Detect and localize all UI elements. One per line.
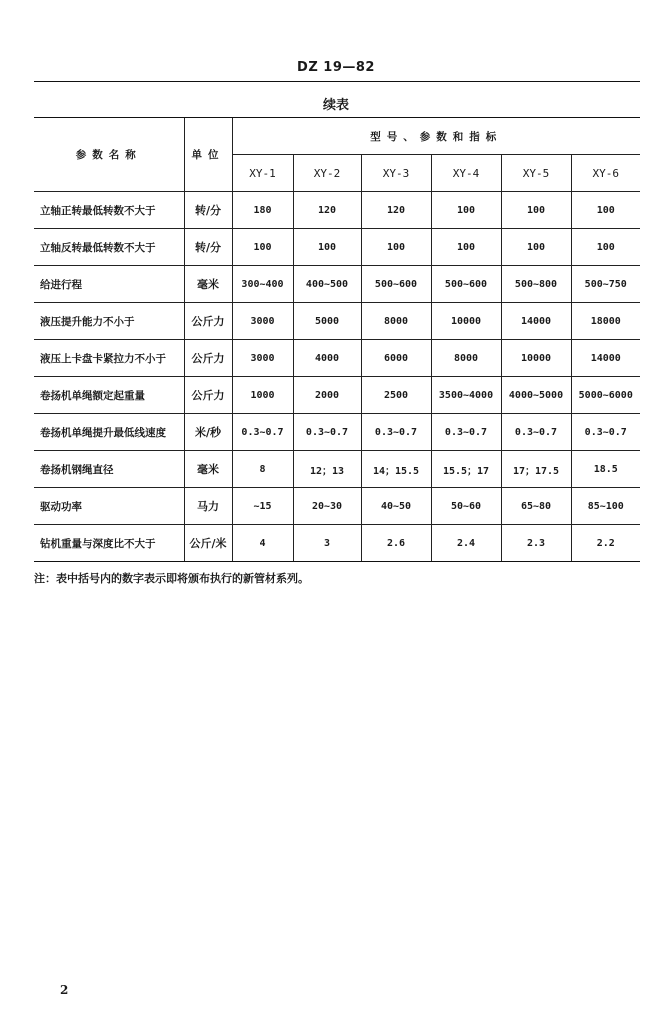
value-cell: 14000 xyxy=(501,303,571,340)
table-row xyxy=(34,377,640,414)
param-name-cell: 立轴反转最低转数不大于 xyxy=(34,229,184,266)
parameter-table xyxy=(34,118,640,562)
value-cell: 2500 xyxy=(361,377,431,414)
unit-cell: 公斤力 xyxy=(184,303,232,340)
value-cell: 2.4 xyxy=(431,525,501,562)
value-cell: 50~60 xyxy=(431,488,501,525)
model-group-header: 型号、参数和指标 xyxy=(232,118,640,155)
page-number: 2 xyxy=(60,983,69,997)
value-cell: 8 xyxy=(232,451,293,488)
value-cell: 120 xyxy=(293,192,361,229)
value-cell: 40~50 xyxy=(361,488,431,525)
table-row xyxy=(34,488,640,525)
table-body xyxy=(34,192,640,562)
value-cell: 400~500 xyxy=(293,266,361,303)
model-header: XY-1 xyxy=(232,155,293,192)
value-cell: 3000 xyxy=(232,303,293,340)
value-cell: 500~750 xyxy=(571,266,640,303)
continued-table-title: 续表 xyxy=(322,98,349,113)
value-cell: 4000~5000 xyxy=(501,377,571,414)
table-row xyxy=(34,303,640,340)
unit-cell: 毫米 xyxy=(184,451,232,488)
value-cell: 18000 xyxy=(571,303,640,340)
value-cell: 17；17.5 xyxy=(501,451,571,488)
value-cell: 14000 xyxy=(571,340,640,377)
value-cell: 0.3~0.7 xyxy=(293,414,361,451)
value-cell: 85~100 xyxy=(571,488,640,525)
model-header: XY-3 xyxy=(361,155,431,192)
param-name-cell: 立轴正转最低转数不大于 xyxy=(34,192,184,229)
value-cell: 4000 xyxy=(293,340,361,377)
param-name-cell: 驱动功率 xyxy=(34,488,184,525)
value-cell: 2.2 xyxy=(571,525,640,562)
value-cell: 5000~6000 xyxy=(571,377,640,414)
table-row xyxy=(34,451,640,488)
value-cell: 3500~4000 xyxy=(431,377,501,414)
param-name-cell: 钻机重量与深度比不大于 xyxy=(34,525,184,562)
value-cell: 300~400 xyxy=(232,266,293,303)
value-cell: 500~800 xyxy=(501,266,571,303)
param-name-cell: 卷扬机钢绳直径 xyxy=(34,451,184,488)
value-cell: 10000 xyxy=(431,303,501,340)
model-header: XY-2 xyxy=(293,155,361,192)
param-name-cell: 卷扬机单绳提升最低线速度 xyxy=(34,414,184,451)
value-cell: 180 xyxy=(232,192,293,229)
value-cell: 100 xyxy=(431,192,501,229)
value-cell: 3000 xyxy=(232,340,293,377)
value-cell: 100 xyxy=(501,229,571,266)
value-cell: 12；13 xyxy=(293,451,361,488)
param-name-cell: 卷扬机单绳额定起重量 xyxy=(34,377,184,414)
value-cell: 100 xyxy=(571,229,640,266)
unit-cell: 转/分 xyxy=(184,229,232,266)
value-cell: 20~30 xyxy=(293,488,361,525)
model-header: XY-6 xyxy=(571,155,640,192)
table-row xyxy=(34,525,640,562)
value-cell: 65~80 xyxy=(501,488,571,525)
param-name-cell: 给进行程 xyxy=(34,266,184,303)
unit-cell: 马力 xyxy=(184,488,232,525)
value-cell: 18.5 xyxy=(571,451,640,488)
value-cell: 8000 xyxy=(361,303,431,340)
table-row xyxy=(34,340,640,377)
unit-header: 单位 xyxy=(184,118,232,192)
top-rule xyxy=(34,81,640,82)
value-cell: 2000 xyxy=(293,377,361,414)
value-cell: 0.3~0.7 xyxy=(501,414,571,451)
value-cell: 6000 xyxy=(361,340,431,377)
value-cell: 8000 xyxy=(431,340,501,377)
value-cell: 100 xyxy=(571,192,640,229)
value-cell: 1000 xyxy=(232,377,293,414)
value-cell: 100 xyxy=(293,229,361,266)
value-cell: 100 xyxy=(232,229,293,266)
value-cell: 10000 xyxy=(501,340,571,377)
standard-code: DZ 19—82 xyxy=(297,60,375,75)
value-cell: 500~600 xyxy=(431,266,501,303)
param-name-cell: 液压提升能力不小于 xyxy=(34,303,184,340)
unit-cell: 公斤/米 xyxy=(184,525,232,562)
table-row xyxy=(34,266,640,303)
value-cell: 2.6 xyxy=(361,525,431,562)
value-cell: 15.5；17 xyxy=(431,451,501,488)
value-cell: 120 xyxy=(361,192,431,229)
unit-cell: 公斤力 xyxy=(184,340,232,377)
unit-cell: 转/分 xyxy=(184,192,232,229)
model-header: XY-4 xyxy=(431,155,501,192)
value-cell: 100 xyxy=(431,229,501,266)
value-cell: 100 xyxy=(501,192,571,229)
value-cell: 4 xyxy=(232,525,293,562)
model-header: XY-5 xyxy=(501,155,571,192)
value-cell: 500~600 xyxy=(361,266,431,303)
value-cell: 0.3~0.7 xyxy=(431,414,501,451)
value-cell: 3 xyxy=(293,525,361,562)
unit-cell: 毫米 xyxy=(184,266,232,303)
param-name-header: 参数名称 xyxy=(34,118,184,192)
table-row xyxy=(34,229,640,266)
table-note: 注：表中括号内的数字表示即将颁布执行的新管材系列。 xyxy=(34,572,309,585)
unit-cell: 米/秒 xyxy=(184,414,232,451)
value-cell: 0.3~0.7 xyxy=(232,414,293,451)
value-cell: 2.3 xyxy=(501,525,571,562)
value-cell: 0.3~0.7 xyxy=(361,414,431,451)
value-cell: ~15 xyxy=(232,488,293,525)
table-row xyxy=(34,192,640,229)
param-name-cell: 液压上卡盘卡紧拉力不小于 xyxy=(34,340,184,377)
unit-cell: 公斤力 xyxy=(184,377,232,414)
value-cell: 0.3~0.7 xyxy=(571,414,640,451)
value-cell: 14；15.5 xyxy=(361,451,431,488)
table-row xyxy=(34,414,640,451)
value-cell: 100 xyxy=(361,229,431,266)
value-cell: 5000 xyxy=(293,303,361,340)
